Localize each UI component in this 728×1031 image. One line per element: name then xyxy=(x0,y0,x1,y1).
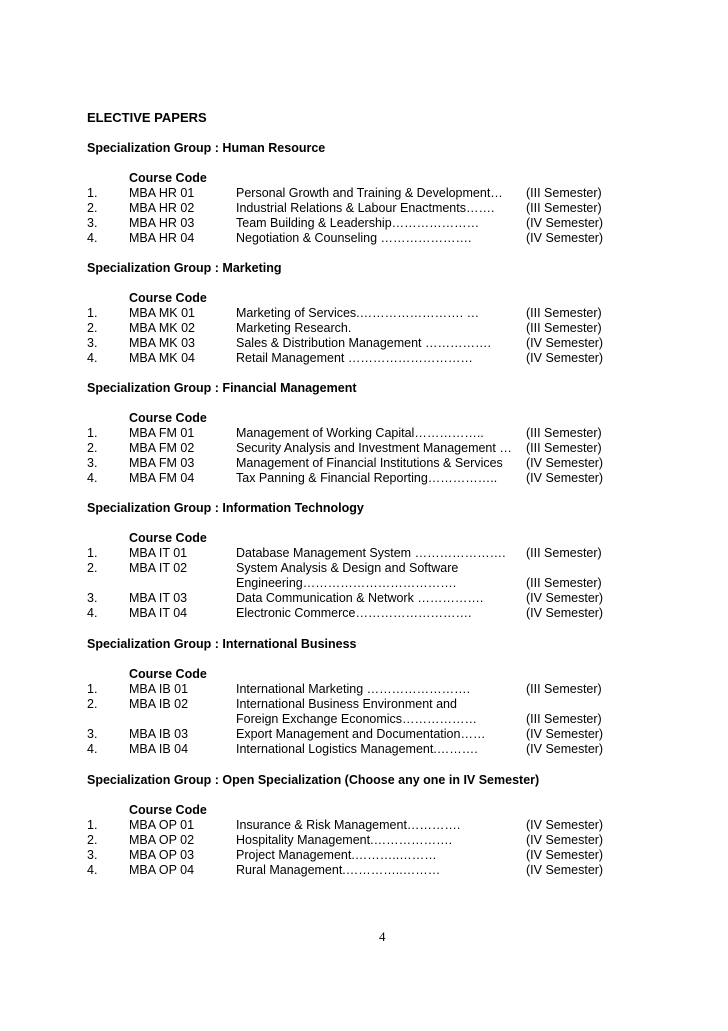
course-code: MBA HR 03 xyxy=(129,216,195,230)
course-num: 3. xyxy=(87,848,98,862)
course-code-label: Course Code xyxy=(129,803,207,817)
course-code: MBA IT 03 xyxy=(129,591,188,605)
course-code-label: Course Code xyxy=(129,171,207,185)
course-sem: (IV Semester) xyxy=(526,216,604,230)
course-num: 2. xyxy=(87,833,98,847)
course-title: Retail Management ………………………… xyxy=(236,351,473,365)
course-num: 1. xyxy=(87,546,98,560)
course-sem: (IV Semester) xyxy=(526,591,604,605)
course-code: MBA OP 02 xyxy=(129,833,195,847)
course-code-label: Course Code xyxy=(129,411,207,425)
course-sem: (III Semester) xyxy=(526,426,602,440)
course-sem: (III Semester) xyxy=(526,186,602,200)
course-code: MBA OP 03 xyxy=(129,848,195,862)
course-num: 4. xyxy=(87,471,98,485)
course-sem: (IV Semester) xyxy=(526,848,604,862)
course-sem: (IV Semester) xyxy=(526,742,604,756)
course-code-label: Course Code xyxy=(129,667,207,681)
course-code: MBA MK 02 xyxy=(129,321,195,335)
course-title: International Logistics Management.………. xyxy=(236,742,478,756)
course-sem: (IV Semester) xyxy=(526,351,604,365)
course-code: MBA IT 01 xyxy=(129,546,188,560)
course-num: 1. xyxy=(87,186,98,200)
course-code: MBA IT 04 xyxy=(129,606,188,620)
course-title: Export Management and Documentation…… xyxy=(236,727,486,741)
course-title: International Marketing ……………………. xyxy=(236,682,471,696)
course-title: Management of Financial Institutions & Services xyxy=(236,456,503,470)
course-title: Engineering………………………………. xyxy=(236,576,457,590)
group-title: Specialization Group : Human Resource xyxy=(87,141,326,155)
course-code: MBA FM 04 xyxy=(129,471,195,485)
course-code: MBA HR 01 xyxy=(129,186,195,200)
course-num: 1. xyxy=(87,682,98,696)
course-sem: (IV Semester) xyxy=(526,727,604,741)
course-code: MBA IT 02 xyxy=(129,561,188,575)
course-code: MBA MK 04 xyxy=(129,351,195,365)
course-title: Data Communication & Network ……………. xyxy=(236,591,484,605)
course-code: MBA IB 03 xyxy=(129,727,189,741)
course-code: MBA IB 02 xyxy=(129,697,189,711)
group-title: Specialization Group : International Business xyxy=(87,637,357,651)
course-title: Team Building & Leadership………………… xyxy=(236,216,480,230)
course-num: 2. xyxy=(87,561,98,575)
group-title: Specialization Group : Open Specialization (Choose any one in IV Semester) xyxy=(87,773,540,787)
course-title: Foreign Exchange Economics……………… xyxy=(236,712,478,726)
group-title: Specialization Group : Financial Management xyxy=(87,381,357,395)
course-code: MBA OP 04 xyxy=(129,863,195,877)
course-title: Project Management.………..……… xyxy=(236,848,437,862)
course-title: Insurance & Risk Management…………. xyxy=(236,818,461,832)
course-sem: (IV Semester) xyxy=(526,471,604,485)
course-num: 4. xyxy=(87,351,98,365)
course-title: Industrial Relations & Labour Enactments……. xyxy=(236,201,495,215)
course-title: Security Analysis and Investment Management … xyxy=(236,441,512,455)
course-num: 2. xyxy=(87,321,98,335)
course-sem: (IV Semester) xyxy=(526,456,604,470)
course-sem: (III Semester) xyxy=(526,321,602,335)
course-num: 3. xyxy=(87,456,98,470)
course-code: MBA FM 01 xyxy=(129,426,195,440)
course-title: Management of Working Capital…………….. xyxy=(236,426,484,440)
course-title: Marketing of Services.……………………. … xyxy=(236,306,480,320)
course-sem: (III Semester) xyxy=(526,201,602,215)
course-sem: (III Semester) xyxy=(526,441,602,455)
course-num: 3. xyxy=(87,591,98,605)
course-code: MBA HR 04 xyxy=(129,231,195,245)
course-num: 3. xyxy=(87,727,98,741)
course-title: Personal Growth and Training & Development… xyxy=(236,186,503,200)
group-title: Specialization Group : Information Technology xyxy=(87,501,364,515)
course-sem: (IV Semester) xyxy=(526,818,604,832)
course-sem: (IV Semester) xyxy=(526,863,604,877)
course-sem: (III Semester) xyxy=(526,306,602,320)
course-num: 1. xyxy=(87,818,98,832)
course-num: 2. xyxy=(87,697,98,711)
course-code: MBA HR 02 xyxy=(129,201,195,215)
course-title: International Business Environment and xyxy=(236,697,457,711)
course-sem: (IV Semester) xyxy=(526,833,604,847)
course-num: 3. xyxy=(87,216,98,230)
course-title: System Analysis & Design and Software xyxy=(236,561,459,575)
course-title: Negotiation & Counseling …………………. xyxy=(236,231,472,245)
course-title: Tax Panning & Financial Reporting…………….. xyxy=(236,471,498,485)
course-num: 1. xyxy=(87,426,98,440)
course-sem: (IV Semester) xyxy=(526,336,604,350)
course-sem: (III Semester) xyxy=(526,546,602,560)
course-code: MBA OP 01 xyxy=(129,818,195,832)
course-code-label: Course Code xyxy=(129,531,207,545)
course-num: 4. xyxy=(87,863,98,877)
course-code: MBA MK 01 xyxy=(129,306,195,320)
course-title: Electronic Commerce………………………. xyxy=(236,606,472,620)
course-sem: (IV Semester) xyxy=(526,231,604,245)
course-num: 4. xyxy=(87,606,98,620)
course-title: Marketing Research. xyxy=(236,321,352,335)
course-num: 2. xyxy=(87,441,98,455)
course-num: 4. xyxy=(87,231,98,245)
course-num: 1. xyxy=(87,306,98,320)
page-heading: ELECTIVE PAPERS xyxy=(87,110,207,125)
course-sem: (IV Semester) xyxy=(526,606,604,620)
course-sem: (III Semester) xyxy=(526,576,602,590)
course-code: MBA FM 02 xyxy=(129,441,195,455)
course-code: MBA MK 03 xyxy=(129,336,195,350)
course-code: MBA IB 01 xyxy=(129,682,189,696)
course-num: 4. xyxy=(87,742,98,756)
course-title: Database Management System …………………. xyxy=(236,546,506,560)
course-num: 3. xyxy=(87,336,98,350)
course-code: MBA IB 04 xyxy=(129,742,189,756)
course-title: Hospitality Management.………………. xyxy=(236,833,453,847)
course-sem: (III Semester) xyxy=(526,712,602,726)
course-title: Sales & Distribution Management ……………. xyxy=(236,336,491,350)
course-code: MBA FM 03 xyxy=(129,456,195,470)
course-num: 2. xyxy=(87,201,98,215)
page-number: 4 xyxy=(379,929,386,944)
course-sem: (III Semester) xyxy=(526,682,602,696)
course-code-label: Course Code xyxy=(129,291,207,305)
group-title: Specialization Group : Marketing xyxy=(87,261,282,275)
course-title: Rural Management.…………..……… xyxy=(236,863,441,877)
